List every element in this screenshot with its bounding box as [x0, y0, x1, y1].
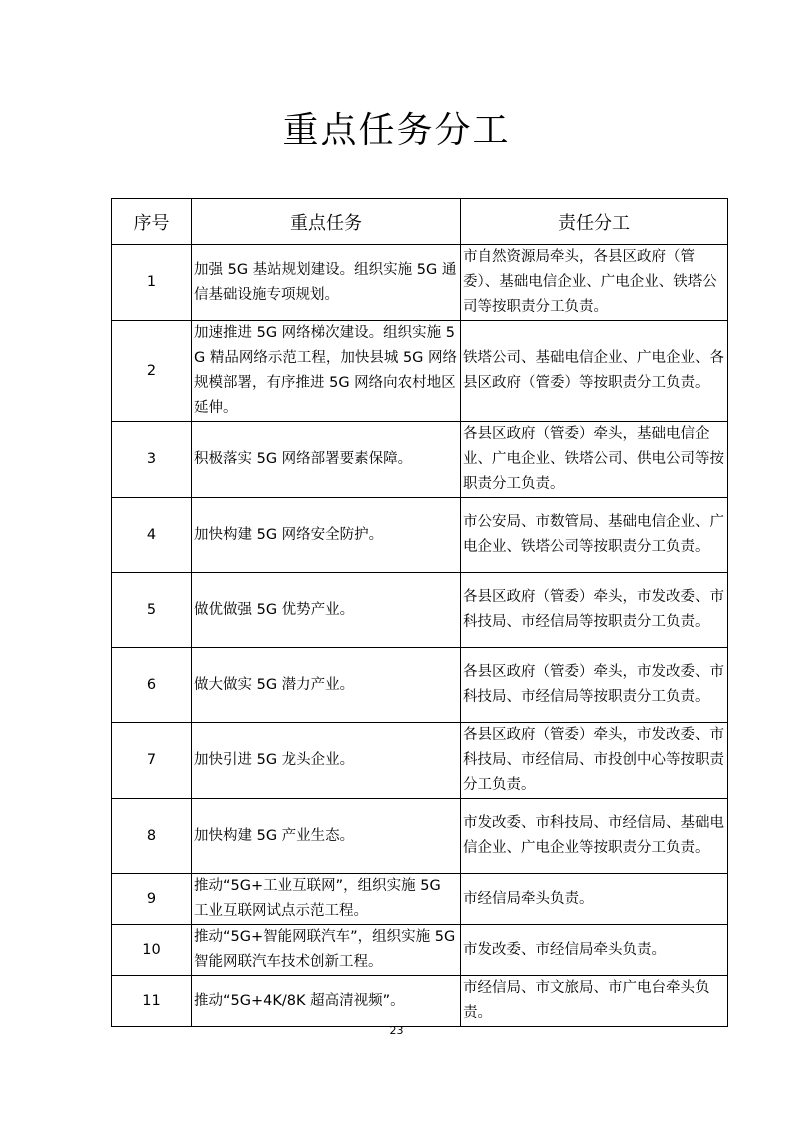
row-number: 11: [112, 976, 192, 1027]
table-row: [112, 723, 728, 799]
row-task: 做优做强 5G 优势产业。: [192, 573, 461, 648]
table-row: [112, 573, 728, 648]
row-duty: 市发改委、市科技局、市经信局、基础电信企业、广电企业等按职责分工负责。: [461, 799, 728, 874]
row-duty: 市公安局、市数管局、基础电信企业、广电企业、铁塔公司等按职责分工负责。: [461, 498, 728, 573]
page-number: 23: [389, 1024, 404, 1037]
table-row: [112, 874, 728, 925]
row-task: 推动“5G+4K/8K 超高清视频”。: [192, 976, 461, 1027]
row-duty: 市经信局、市文旅局、市广电台牵头负责。: [461, 976, 728, 1027]
page-title: 重点任务分工: [282, 110, 511, 151]
row-task: 加快引进 5G 龙头企业。: [192, 723, 461, 799]
table-row: [112, 925, 728, 976]
table-row: [112, 976, 728, 1027]
row-number: 8: [112, 799, 192, 874]
row-task: 加速推进 5G 网络梯次建设。组织实施 5G 精品网络示范工程，加快县城 5G 网络规模部署，有序推进 5G 网络向农村地区延伸。: [192, 321, 461, 422]
row-duty: 各县区政府（管委）牵头，市发改委、市科技局、市经信局、市投创中心等按职责分工负责。: [461, 723, 728, 799]
row-number: 7: [112, 723, 192, 799]
row-duty: 各县区政府（管委）牵头，市发改委、市科技局、市经信局等按职责分工负责。: [461, 573, 728, 648]
row-task: 推动“5G+智能网联汽车”，组织实施 5G 智能网联汽车技术创新工程。: [192, 925, 461, 976]
table-row: [112, 422, 728, 498]
row-duty: 市自然资源局牵头，各县区政府（管委）、基础电信企业、广电企业、铁塔公司等按职责分工负责。: [461, 245, 728, 321]
row-task: 加快构建 5G 产业生态。: [192, 799, 461, 874]
table-header-row: [112, 199, 728, 245]
header-no: 序号: [112, 199, 192, 245]
row-number: 1: [112, 245, 192, 321]
row-duty: 各县区政府（管委）牵头，市发改委、市科技局、市经信局等按职责分工负责。: [461, 648, 728, 723]
row-duty: 各县区政府（管委）牵头，基础电信企业、广电企业、铁塔公司、供电公司等按职责分工负责。: [461, 422, 728, 498]
row-duty: 铁塔公司、基础电信企业、广电企业、各县区政府（管委）等按职责分工负责。: [461, 321, 728, 422]
row-number: 2: [112, 321, 192, 422]
table-row: [112, 799, 728, 874]
row-task: 加快构建 5G 网络安全防护。: [192, 498, 461, 573]
row-task: 积极落实 5G 网络部署要素保障。: [192, 422, 461, 498]
row-duty: 市经信局牵头负责。: [461, 874, 728, 925]
task-table: [111, 198, 728, 1027]
row-number: 3: [112, 422, 192, 498]
table-row: [112, 321, 728, 422]
row-task: 做大做实 5G 潜力产业。: [192, 648, 461, 723]
table-row: [112, 648, 728, 723]
row-number: 4: [112, 498, 192, 573]
row-number: 6: [112, 648, 192, 723]
row-task: 加强 5G 基站规划建设。组织实施 5G 通信基础设施专项规划。: [192, 245, 461, 321]
row-duty: 市发改委、市经信局牵头负责。: [461, 925, 728, 976]
table-row: [112, 245, 728, 321]
row-number: 5: [112, 573, 192, 648]
table-row: [112, 498, 728, 573]
header-task: 重点任务: [192, 199, 461, 245]
row-number: 9: [112, 874, 192, 925]
header-duty: 责任分工: [461, 199, 728, 245]
row-number: 10: [112, 925, 192, 976]
row-task: 推动“5G+工业互联网”，组织实施 5G 工业互联网试点示范工程。: [192, 874, 461, 925]
